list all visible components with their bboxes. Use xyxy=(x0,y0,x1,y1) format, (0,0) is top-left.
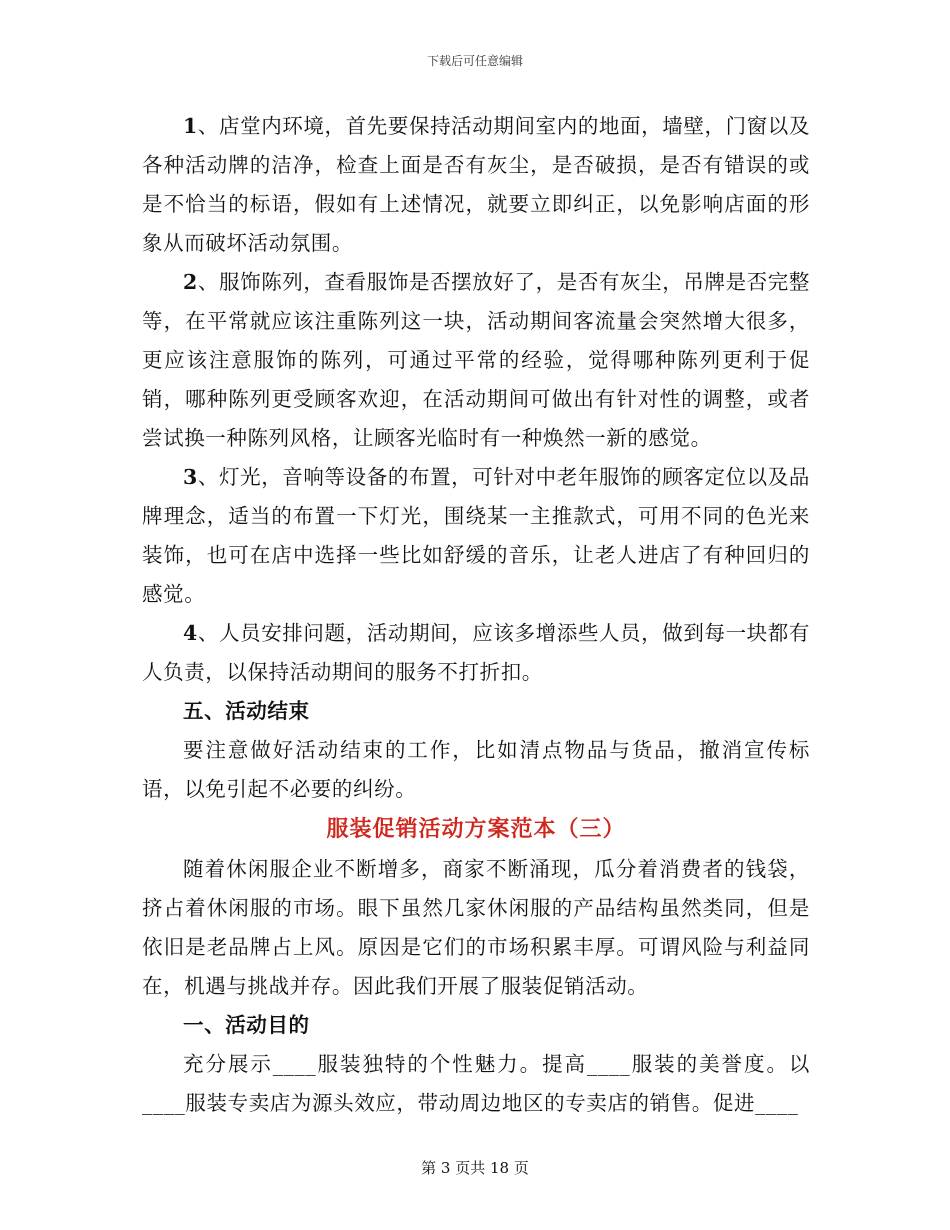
document-title: 服装促销活动方案范本（三） xyxy=(326,816,626,842)
section-heading-activity-purpose: 一、活动目的 xyxy=(183,1013,310,1037)
section-heading-activity-end: 五、活动结束 xyxy=(183,699,310,723)
paragraph-text: 、店堂内环境，首先要保持活动期间室内的地面，墙壁，门窗以及各种活动牌的洁净，检查上面是否有灰尘，是否破损，是否有错误的或是不恰当的标语，假如有上述情况，就要立即纠正，以免影响店面的形象从而破坏活动氛围。 xyxy=(142,114,810,255)
intro-paragraph: 随着休闲服企业不断增多，商家不断涌现，瓜分着消费者的钱袋，挤占着休闲服的市场。眼下虽然几家休闲服的产品结构虽然类同，但是依旧是老品牌占上风。原因是它们的市场积累丰厚。可谓风险与利益同在，机遇与挑战并存。因此我们开展了服装促销活动。 xyxy=(142,857,810,998)
paragraph-text: 、灯光，音响等设备的布置，可针对中老年服饰的顾客定位以及品牌理念，适当的布置一下灯光，围绕某一主推款式，可用不同的色光来装饰，也可在店中选择一些比如舒缓的音乐，让老人进店了有种回归的感觉。 xyxy=(142,465,810,606)
page-number: 第 3 页共 18 页 xyxy=(421,1159,529,1177)
paragraph-item-1 xyxy=(142,107,810,263)
item-number: 3 xyxy=(183,465,198,489)
paragraph-text: 、服饰陈列，查看服饰是否摆放好了，是否有灰尘，吊牌是否完整等，在平常就应该注重陈列这一块，活动期间客流量会突然增大很多，更应该注意服饰的陈列，可通过平常的经验，觉得哪种陈列更利于促销，哪种陈列更受顾客欢迎，在活动期间可做出有针对性的调整，或者尝试换一种陈列风格，让顾客光临时有一种焕然一新的感觉。 xyxy=(142,270,810,450)
paragraph-item-2 xyxy=(142,263,810,458)
paragraph-item-4 xyxy=(142,614,810,692)
page-header: 下载后可任意编辑 xyxy=(426,54,523,68)
item-number: 4 xyxy=(183,621,198,645)
section-activity-end-text: 要注意做好活动结束的工作，比如清点物品与货品，撤消宣传标语，以免引起不必要的纠纷。 xyxy=(142,738,810,801)
paragraph-item-3 xyxy=(142,458,810,614)
item-number: 2 xyxy=(183,270,198,294)
document-body xyxy=(142,107,810,1123)
paragraph-text: 、人员安排问题，活动期间，应该多增添些人员，做到每一块都有人负责，以保持活动期间的服务不打折扣。 xyxy=(142,621,810,684)
section-activity-purpose-text: 充分展示____服装独特的个性魅力。提高____服装的美誉度。以____服装专卖店为源头效应，带动周边地区的专卖店的销售。促进____ xyxy=(142,1052,810,1115)
item-number: 1 xyxy=(183,114,198,138)
